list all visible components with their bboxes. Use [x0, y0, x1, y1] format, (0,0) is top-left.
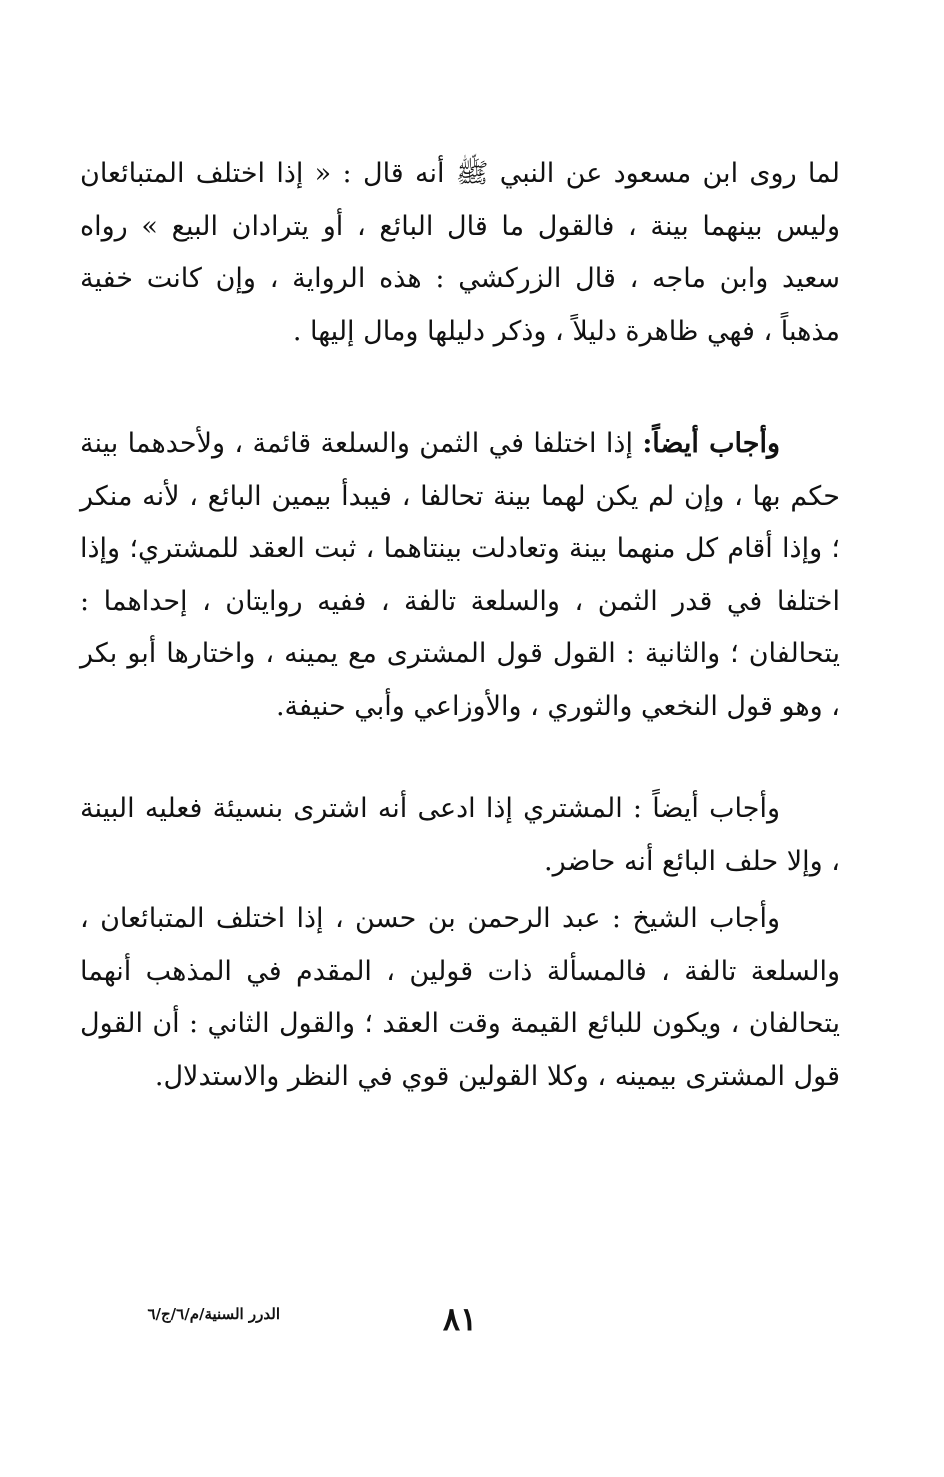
paragraph-answer-price-dispute — [80, 418, 840, 733]
page-number: ٨١ — [442, 1300, 478, 1338]
paragraph-lead: وأجاب أيضاً: — [642, 428, 780, 459]
paragraph-text: وأجاب أيضاً : المشتري إذا ادعى أنه اشترى بنسيئة فعليه البينة ، وإلا حلف البائع أنه حاضر. — [80, 793, 840, 877]
paragraph-answer-deferred-sale — [80, 783, 840, 888]
paragraph-text: وأجاب الشيخ : عبد الرحمن بن حسن ، إذا اختلف المتبائعان ، والسلعة تالفة ، فالمسألة ذات قولين ، المقدم في المذهب أنهما يتحالفان ، ويكون للبائع القيمة وقت العقد ؛ والقول الثاني : أن القول قول المشترى بيمينه ، وكلا القولين قوي في النظر والاستدلال. — [80, 903, 840, 1092]
paragraph-ibn-masud-hadith — [80, 148, 840, 358]
running-footer: الدرر السنية/م/٦/ج/٦ — [147, 1305, 280, 1323]
paragraph-answer-abdulrahman — [80, 893, 840, 1103]
paragraph-text: إذا اختلفا في الثمن والسلعة قائمة ، ولأحدهما بينة حكم بها ، وإن لم يكن لهما بينة تحالفا ، فيبدأ بيمين البائع ، لأنه منكر ؛ وإذا أقام كل منهما بينة وتعادلت بينتاهما ، ثبت العقد للمشتري؛ وإذا اختلفا في قدر الثمن ، والسلعة تالفة ، ففيه روايتان ، إحداهما : يتحالفان ؛ والثانية : القول قول المشترى مع يمينه ، واختارها أبو بكر ، وهو قول النخعي والثوري ، والأوزاعي وأبي حنيفة. — [80, 428, 840, 722]
paragraph-text: لما روى ابن مسعود عن النبي ﷺ أنه قال : « إذا اختلف المتبائعان وليس بينهما بينة ، فالقول ما قال البائع ، أو يترادان البيع » رواه سعيد وابن ماجه ، قال الزركشي : هذه الرواية ، وإن كانت خفية مذهباً ، فهي ظاهرة دليلاً ، وذكر دليلها ومال إليها . — [80, 158, 840, 347]
